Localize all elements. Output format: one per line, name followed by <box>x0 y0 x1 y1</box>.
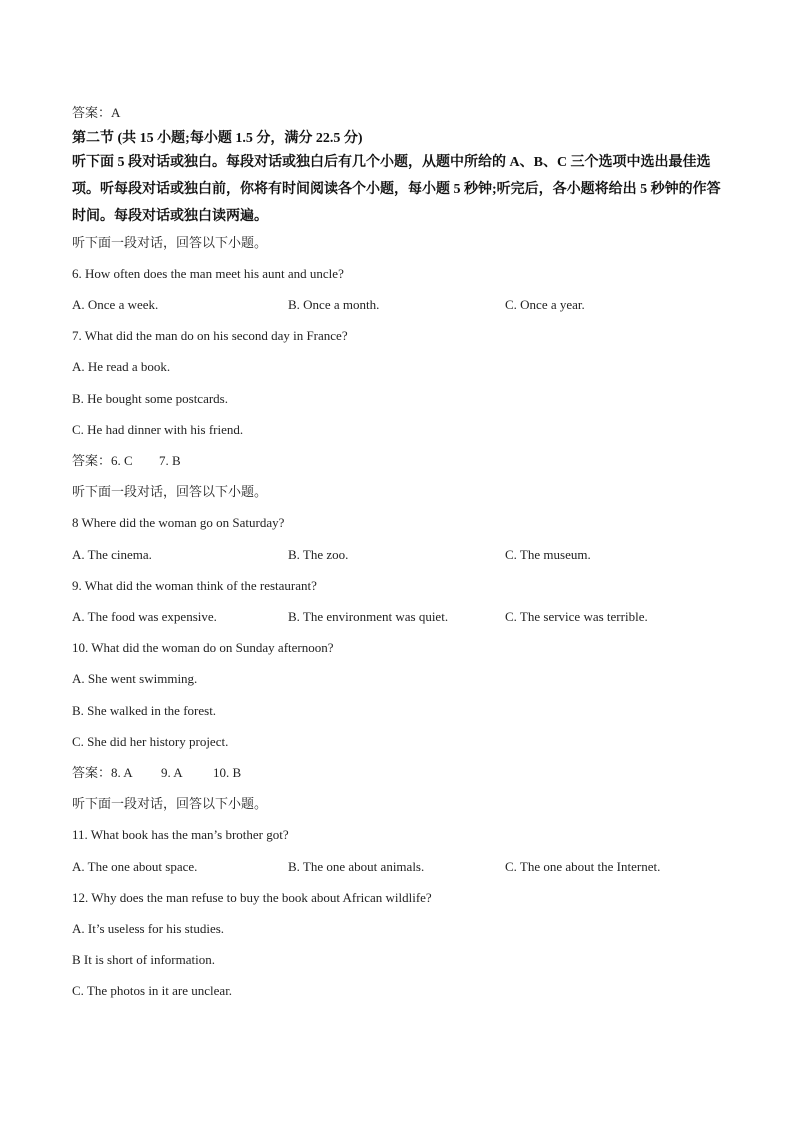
option-c: C. She did her history project. <box>72 734 229 749</box>
group-prompt: 听下面一段对话，回答以下小题。 <box>72 235 268 250</box>
option-a: A. The food was expensive. <box>72 609 217 624</box>
answer-item: 6. C <box>111 453 133 468</box>
option-b: B It is short of information. <box>72 952 215 967</box>
option-a: A. He read a book. <box>72 359 171 374</box>
answer-key <box>72 453 181 469</box>
option-c: C. The one about the Internet. <box>505 859 661 874</box>
question-6: 6. How often does the man meet his aunt and uncle? <box>72 266 344 281</box>
option-a: A. Once a week. <box>72 297 159 312</box>
option-b: B. Once a month. <box>288 297 380 312</box>
group-prompt: 听下面一段对话，回答以下小题。 <box>72 484 268 499</box>
previous-answer: 答案：A <box>72 105 121 120</box>
option-a: A. It’s useless for his studies. <box>72 921 225 936</box>
option-c: C. The service was terrible. <box>505 609 648 624</box>
option-b: B. The one about animals. <box>288 859 425 874</box>
section-heading: 第二节 (共 15 小题;每小题 1.5 分，满分 22.5 分) <box>72 131 363 146</box>
option-c: C. The photos in it are unclear. <box>72 983 233 998</box>
answer-item: 7. B <box>159 453 181 468</box>
question-10: 10. What did the woman do on Sunday afternoon? <box>72 640 334 655</box>
option-c: C. He had dinner with his friend. <box>72 422 244 437</box>
answer-item: 10. B <box>213 765 242 780</box>
answer-item: 9. A <box>161 765 183 780</box>
option-b: B. The environment was quiet. <box>288 609 449 624</box>
question-8: 8 Where did the woman go on Saturday? <box>72 515 285 530</box>
option-c: C. The museum. <box>505 547 591 562</box>
option-c: C. Once a year. <box>505 297 585 312</box>
section-instructions: 听下面 5 段对话或独白。每段对话或独白后有几个小题，从题中所给的 A、B、C 三个选项中选出最佳选项。听每段对话或独白前，你将有时间阅读各个小题，每小题 5 秒钟;听完后，各小题将给出 5 秒钟的作答时间。每段对话或独白读两遍。 <box>72 155 721 224</box>
answer-item: 8. A <box>111 765 133 780</box>
question-11: 11. What book has the man’s brother got? <box>72 827 289 842</box>
answer-label: 答案： <box>72 453 112 468</box>
option-b: B. She walked in the forest. <box>72 703 217 718</box>
option-a: A. The one about space. <box>72 859 198 874</box>
question-9: 9. What did the woman think of the restaurant? <box>72 578 317 593</box>
option-b: B. He bought some postcards. <box>72 391 228 406</box>
answer-label: 答案： <box>72 765 112 780</box>
group-prompt: 听下面一段对话，回答以下小题。 <box>72 796 268 811</box>
question-7: 7. What did the man do on his second day in France? <box>72 328 348 343</box>
option-a: A. She went swimming. <box>72 671 198 686</box>
option-a: A. The cinema. <box>72 547 152 562</box>
option-b: B. The zoo. <box>288 547 349 562</box>
question-12: 12. Why does the man refuse to buy the book about African wildlife? <box>72 890 432 905</box>
answer-key <box>72 765 241 781</box>
